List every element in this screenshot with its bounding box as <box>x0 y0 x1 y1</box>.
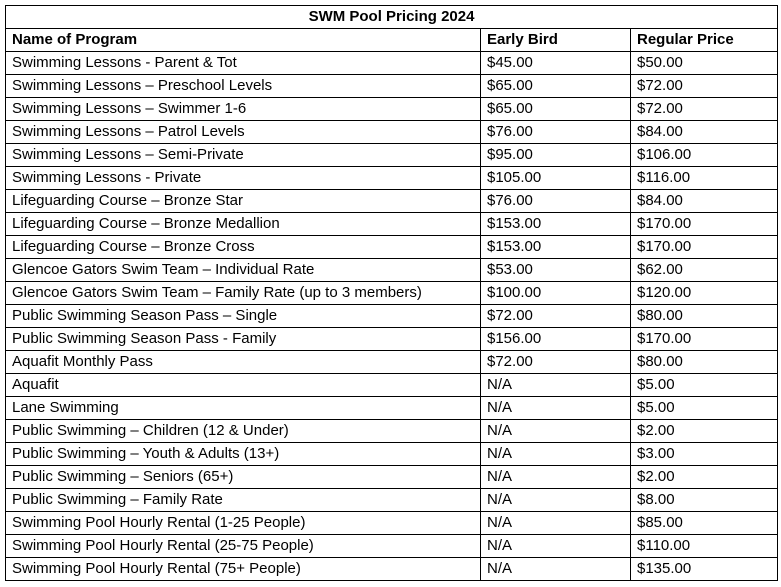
table-row <box>6 535 778 558</box>
early-bird-cell: $100.00 <box>481 282 631 305</box>
program-name-cell: Public Swimming – Family Rate <box>6 489 481 512</box>
regular-price-cell: $116.00 <box>631 167 778 190</box>
regular-price-cell: $84.00 <box>631 121 778 144</box>
regular-price-cell: $5.00 <box>631 374 778 397</box>
table-row <box>6 144 778 167</box>
program-name-cell: Public Swimming – Seniors (65+) <box>6 466 481 489</box>
program-name-cell: Swimming Lessons - Parent & Tot <box>6 52 481 75</box>
regular-price-cell: $3.00 <box>631 443 778 466</box>
regular-price-cell: $84.00 <box>631 190 778 213</box>
regular-price-cell: $85.00 <box>631 512 778 535</box>
early-bird-cell: N/A <box>481 443 631 466</box>
early-bird-cell: N/A <box>481 420 631 443</box>
program-name-cell: Swimming Pool Hourly Rental (1-25 People) <box>6 512 481 535</box>
program-name-cell: Swimming Pool Hourly Rental (25-75 People) <box>6 535 481 558</box>
regular-price-cell: $170.00 <box>631 213 778 236</box>
header-row <box>6 29 778 52</box>
program-name-cell: Public Swimming Season Pass - Family <box>6 328 481 351</box>
table-row <box>6 259 778 282</box>
table-row <box>6 236 778 259</box>
regular-price-cell: $110.00 <box>631 535 778 558</box>
title-row <box>6 6 778 29</box>
program-name-cell: Glencoe Gators Swim Team – Family Rate (up to 3 members) <box>6 282 481 305</box>
table-row <box>6 397 778 420</box>
program-name-cell: Lifeguarding Course – Bronze Medallion <box>6 213 481 236</box>
table-row <box>6 443 778 466</box>
early-bird-cell: $153.00 <box>481 213 631 236</box>
early-bird-cell: $105.00 <box>481 167 631 190</box>
early-bird-cell: $76.00 <box>481 121 631 144</box>
table-row <box>6 466 778 489</box>
early-bird-cell: $95.00 <box>481 144 631 167</box>
program-name-cell: Glencoe Gators Swim Team – Individual Rate <box>6 259 481 282</box>
early-bird-cell: $156.00 <box>481 328 631 351</box>
early-bird-cell: N/A <box>481 397 631 420</box>
regular-price-cell: $135.00 <box>631 558 778 581</box>
regular-price-cell: $170.00 <box>631 328 778 351</box>
column-header-program: Name of Program <box>6 29 481 52</box>
table-row <box>6 351 778 374</box>
pricing-table <box>5 5 778 581</box>
early-bird-cell: N/A <box>481 512 631 535</box>
regular-price-cell: $50.00 <box>631 52 778 75</box>
table-row <box>6 167 778 190</box>
program-name-cell: Public Swimming – Children (12 & Under) <box>6 420 481 443</box>
program-name-cell: Public Swimming Season Pass – Single <box>6 305 481 328</box>
regular-price-cell: $2.00 <box>631 466 778 489</box>
column-header-regular-price: Regular Price <box>631 29 778 52</box>
regular-price-cell: $80.00 <box>631 305 778 328</box>
program-name-cell: Swimming Lessons – Swimmer 1-6 <box>6 98 481 121</box>
early-bird-cell: $72.00 <box>481 305 631 328</box>
regular-price-cell: $80.00 <box>631 351 778 374</box>
table-row <box>6 305 778 328</box>
table-row <box>6 489 778 512</box>
early-bird-cell: $65.00 <box>481 98 631 121</box>
early-bird-cell: N/A <box>481 466 631 489</box>
program-name-cell: Aquafit <box>6 374 481 397</box>
table-row <box>6 213 778 236</box>
regular-price-cell: $2.00 <box>631 420 778 443</box>
table-row <box>6 328 778 351</box>
early-bird-cell: $45.00 <box>481 52 631 75</box>
regular-price-cell: $62.00 <box>631 259 778 282</box>
regular-price-cell: $106.00 <box>631 144 778 167</box>
early-bird-cell: N/A <box>481 374 631 397</box>
program-name-cell: Swimming Lessons – Semi-Private <box>6 144 481 167</box>
program-name-cell: Public Swimming – Youth & Adults (13+) <box>6 443 481 466</box>
program-name-cell: Swimming Lessons - Private <box>6 167 481 190</box>
program-name-cell: Swimming Lessons – Preschool Levels <box>6 75 481 98</box>
table-row <box>6 75 778 98</box>
table-row <box>6 374 778 397</box>
table-row <box>6 98 778 121</box>
early-bird-cell: N/A <box>481 558 631 581</box>
early-bird-cell: $65.00 <box>481 75 631 98</box>
table-row <box>6 558 778 581</box>
regular-price-cell: $72.00 <box>631 98 778 121</box>
regular-price-cell: $8.00 <box>631 489 778 512</box>
program-name-cell: Swimming Lessons – Patrol Levels <box>6 121 481 144</box>
regular-price-cell: $170.00 <box>631 236 778 259</box>
column-header-early-bird: Early Bird <box>481 29 631 52</box>
early-bird-cell: $76.00 <box>481 190 631 213</box>
early-bird-cell: $53.00 <box>481 259 631 282</box>
regular-price-cell: $72.00 <box>631 75 778 98</box>
table-body <box>6 52 778 581</box>
table-title: SWM Pool Pricing 2024 <box>6 6 778 29</box>
program-name-cell: Lifeguarding Course – Bronze Star <box>6 190 481 213</box>
early-bird-cell: N/A <box>481 535 631 558</box>
table-row <box>6 190 778 213</box>
early-bird-cell: N/A <box>481 489 631 512</box>
regular-price-cell: $5.00 <box>631 397 778 420</box>
program-name-cell: Lifeguarding Course – Bronze Cross <box>6 236 481 259</box>
table-row <box>6 420 778 443</box>
table-row <box>6 282 778 305</box>
early-bird-cell: $72.00 <box>481 351 631 374</box>
table-row <box>6 512 778 535</box>
table-row <box>6 52 778 75</box>
program-name-cell: Swimming Pool Hourly Rental (75+ People) <box>6 558 481 581</box>
early-bird-cell: $153.00 <box>481 236 631 259</box>
regular-price-cell: $120.00 <box>631 282 778 305</box>
table-row <box>6 121 778 144</box>
program-name-cell: Lane Swimming <box>6 397 481 420</box>
program-name-cell: Aquafit Monthly Pass <box>6 351 481 374</box>
